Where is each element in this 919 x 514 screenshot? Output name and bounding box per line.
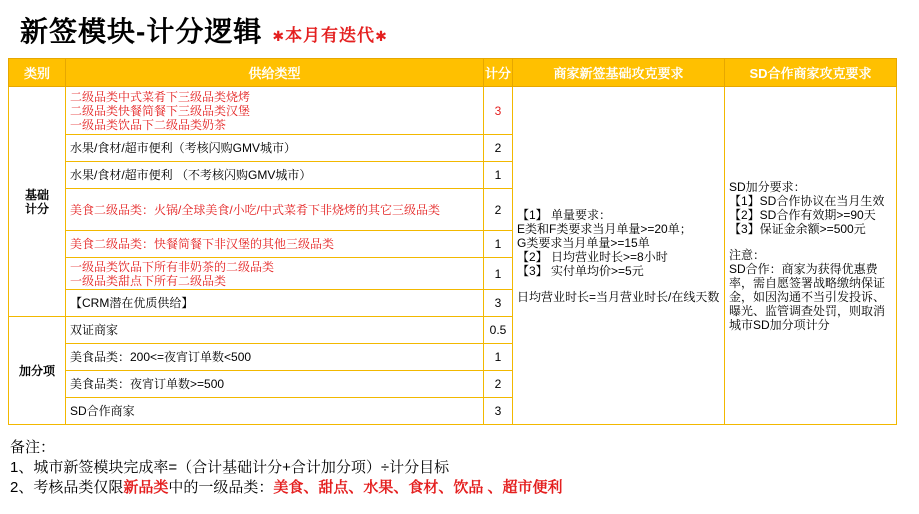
supply-cell: SD合作商家 bbox=[66, 398, 484, 425]
supply-line: 一级品类甜点下所有二级品类 bbox=[70, 273, 227, 288]
supply-cell: 水果/食材/超市便利（考核闪购GMV城市） bbox=[66, 135, 484, 162]
notes-line-1: 1、城市新签模块完成率=（合计基础计分+合计加分项）÷计分目标 bbox=[10, 459, 450, 476]
supply-cell: 水果/食材/超市便利 （不考核闪购GMV城市） bbox=[66, 162, 484, 189]
supply-cell: 【CRM潜在优质供给】 bbox=[66, 290, 484, 317]
supply-cell bbox=[66, 87, 484, 135]
supply-cell: 美食品类：200<=夜宵订单数<500 bbox=[66, 344, 484, 371]
header-score: 计分 bbox=[484, 59, 513, 87]
sd-req-spacer bbox=[729, 236, 892, 248]
notes-line-2 bbox=[10, 478, 563, 498]
notes-new-category: 新品类 bbox=[123, 479, 169, 496]
base-req-line: 【1】 单量要求： bbox=[517, 207, 612, 222]
notes-line-2-mid: 中的一级品类： bbox=[168, 479, 274, 496]
base-req-line: E类和F类要求当月单量>=20单； bbox=[517, 221, 692, 236]
iteration-tag bbox=[272, 26, 387, 45]
sd-req-line: 【2】SD合作有效期>=90天 bbox=[729, 207, 876, 222]
supply-line: 二级品类中式菜肴下三级品类烧烤 bbox=[70, 89, 251, 104]
base-req-line: 日均营业时长=当月营业时长/在线天数 bbox=[517, 289, 720, 304]
notes-line-2-prefix: 2、考核品类仅限 bbox=[10, 479, 124, 496]
notes-section bbox=[10, 438, 563, 498]
supply-cell: 美食品类：夜宵订单数>=500 bbox=[66, 371, 484, 398]
sd-req-line: 【3】保证金余额>=500元 bbox=[729, 221, 866, 236]
supply-cell bbox=[66, 258, 484, 290]
table-row bbox=[9, 87, 897, 135]
notes-category-list: 美食、甜点、水果、食材、饮品 、超市便利 bbox=[273, 479, 563, 496]
page-title bbox=[20, 10, 388, 50]
score-cell: 0.5 bbox=[484, 317, 513, 344]
supply-cell: 美食二级品类：火锅/全球美食/小吃/中式菜肴下非烧烤的其它三级品类 bbox=[66, 189, 484, 231]
sd-requirement-cell bbox=[725, 87, 897, 425]
supply-line: 二级品类快餐简餐下三级品类汉堡 bbox=[70, 103, 251, 118]
supply-cell: 双证商家 bbox=[66, 317, 484, 344]
sd-req-line: 【1】SD合作协议在当月生效 bbox=[729, 193, 885, 208]
score-cell: 2 bbox=[484, 371, 513, 398]
score-cell: 1 bbox=[484, 258, 513, 290]
star-icon: ✱ bbox=[272, 28, 286, 45]
base-requirement-cell bbox=[513, 87, 725, 425]
header-supply-type: 供给类型 bbox=[66, 59, 484, 87]
header-base-requirement: 商家新签基础攻克要求 bbox=[513, 59, 725, 87]
sd-req-line: SD加分要求： bbox=[729, 179, 806, 194]
base-req-spacer bbox=[517, 278, 720, 290]
header-sd-requirement: SD合作商家攻克要求 bbox=[725, 59, 897, 87]
base-req-line: G类要求当月单量>=15单 bbox=[517, 235, 650, 250]
sd-req-line: SD合作：商家为获得优惠费率，需自愿签署战略缴纳保证金，如因沟通不当引发投诉、曝光、监管调查处罚，则取消城市SD加分项计分 bbox=[729, 261, 886, 332]
score-cell: 2 bbox=[484, 189, 513, 231]
category-base bbox=[9, 87, 66, 317]
supply-line: 一级品类饮品下所有非奶茶的二级品类 bbox=[70, 259, 275, 274]
score-cell: 1 bbox=[484, 344, 513, 371]
category-base-label: 基础 计分 bbox=[24, 187, 49, 216]
table-header-row bbox=[9, 59, 897, 87]
score-cell: 1 bbox=[484, 231, 513, 258]
score-cell: 3 bbox=[484, 398, 513, 425]
base-req-line: 【2】 日均营业时长>=8小时 bbox=[517, 249, 668, 264]
score-cell: 3 bbox=[484, 87, 513, 135]
header-category: 类别 bbox=[9, 59, 66, 87]
sd-req-line: 注意： bbox=[729, 247, 766, 262]
base-req-line: 【3】 实付单均价>=5元 bbox=[517, 263, 644, 278]
score-cell: 2 bbox=[484, 135, 513, 162]
notes-heading: 备注： bbox=[10, 439, 56, 456]
iteration-tag-text: 本月有迭代 bbox=[285, 26, 376, 46]
score-cell: 1 bbox=[484, 162, 513, 189]
star-icon: ✱ bbox=[375, 28, 388, 45]
supply-cell: 美食二级品类：快餐简餐下非汉堡的其他三级品类 bbox=[66, 231, 484, 258]
supply-line: 一级品类饮品下二级品类奶茶 bbox=[70, 117, 227, 132]
score-cell: 3 bbox=[484, 290, 513, 317]
page-title-text: 新签模块-计分逻辑 bbox=[20, 16, 263, 47]
scoring-table bbox=[8, 58, 897, 425]
category-bonus: 加分项 bbox=[9, 317, 66, 425]
